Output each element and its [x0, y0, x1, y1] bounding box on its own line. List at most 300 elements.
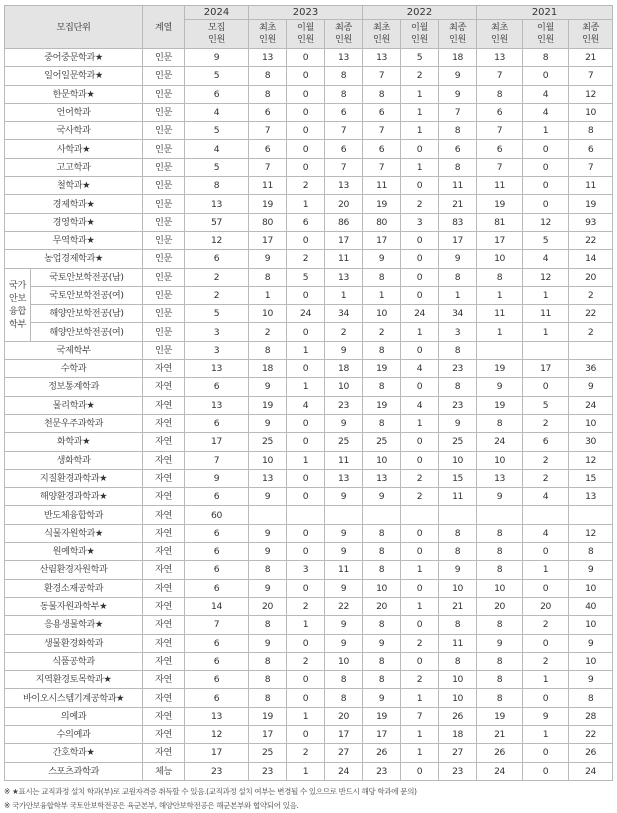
value-cell: 9 [325, 634, 363, 652]
subheader-carryover: 이월 인원 [401, 20, 439, 49]
value-cell: 10 [477, 451, 523, 469]
value-cell: 8 [569, 689, 613, 707]
value-cell: 10 [249, 305, 287, 323]
value-cell: 19 [363, 707, 401, 725]
value-cell: 23 [325, 396, 363, 414]
value-cell: 11 [439, 488, 477, 506]
subheader-initial: 최초 인원 [477, 20, 523, 49]
value-cell: 21 [477, 725, 523, 743]
value-cell: 0 [287, 122, 325, 140]
value-cell: 34 [439, 305, 477, 323]
track-cell: 인문 [143, 103, 185, 121]
value-cell: 57 [185, 213, 249, 231]
value-cell: 8 [439, 543, 477, 561]
track-cell: 자연 [143, 689, 185, 707]
value-cell: 14 [569, 250, 613, 268]
value-cell: 8 [249, 341, 287, 359]
header-year-2024: 2024 [185, 6, 249, 20]
value-cell: 1 [401, 689, 439, 707]
value-cell: 19 [477, 360, 523, 378]
track-cell: 인문 [143, 268, 185, 286]
value-cell: 6 [185, 250, 249, 268]
subheader-final: 최종 인원 [439, 20, 477, 49]
value-cell: 8 [363, 616, 401, 634]
value-cell [287, 506, 325, 524]
value-cell: 2 [185, 268, 249, 286]
track-cell: 자연 [143, 671, 185, 689]
value-cell: 9 [439, 414, 477, 432]
track-cell: 자연 [143, 451, 185, 469]
track-cell: 인문 [143, 231, 185, 249]
value-cell: 9 [325, 616, 363, 634]
value-cell: 13 [249, 469, 287, 487]
table-row [5, 67, 613, 85]
value-cell: 0 [523, 744, 569, 762]
value-cell: 1 [401, 561, 439, 579]
value-cell: 1 [363, 286, 401, 304]
value-cell: 8 [325, 689, 363, 707]
value-cell: 24 [569, 396, 613, 414]
value-cell: 1 [401, 122, 439, 140]
value-cell: 7 [569, 158, 613, 176]
value-cell: 11 [477, 177, 523, 195]
table-row [5, 396, 613, 414]
value-cell: 80 [363, 213, 401, 231]
unit-name: 국사학과 [5, 122, 143, 140]
subheader-carryover: 이월 인원 [523, 20, 569, 49]
value-cell: 5 [287, 268, 325, 286]
value-cell: 8 [477, 689, 523, 707]
value-cell: 0 [287, 286, 325, 304]
value-cell: 10 [569, 579, 613, 597]
value-cell: 7 [185, 451, 249, 469]
value-cell: 13 [185, 707, 249, 725]
value-cell: 19 [249, 195, 287, 213]
value-cell: 9 [569, 634, 613, 652]
value-cell: 6 [363, 103, 401, 121]
value-cell: 13 [185, 195, 249, 213]
value-cell: 13 [325, 469, 363, 487]
value-cell [523, 341, 569, 359]
value-cell: 4 [523, 250, 569, 268]
value-cell: 0 [287, 85, 325, 103]
value-cell: 1 [325, 286, 363, 304]
value-cell: 24 [325, 762, 363, 780]
value-cell: 10 [477, 579, 523, 597]
value-cell: 12 [185, 231, 249, 249]
track-cell: 자연 [143, 597, 185, 615]
value-cell: 8 [249, 268, 287, 286]
value-cell: 7 [439, 103, 477, 121]
value-cell: 19 [569, 195, 613, 213]
value-cell: 12 [523, 213, 569, 231]
unit-name: 해양안보학전공(여) [31, 323, 143, 341]
value-cell: 6 [185, 634, 249, 652]
value-cell: 26 [569, 744, 613, 762]
value-cell: 1 [249, 286, 287, 304]
value-cell: 20 [477, 597, 523, 615]
value-cell: 8 [439, 268, 477, 286]
value-cell: 6 [185, 524, 249, 542]
value-cell: 0 [523, 543, 569, 561]
table-row [5, 213, 613, 231]
value-cell: 6 [185, 85, 249, 103]
value-cell: 5 [185, 122, 249, 140]
value-cell: 22 [569, 305, 613, 323]
value-cell: 8 [249, 85, 287, 103]
value-cell: 0 [287, 689, 325, 707]
footnote-teaching: ※ ★표시는 교직과정 설치 학과(부)로 교원자격증 취득할 수 있음.(교직과정 설치 여부는 변경될 수 있으므로 반드시 해당 학과에 문의) [4, 786, 417, 796]
track-cell: 체능 [143, 762, 185, 780]
value-cell: 9 [249, 579, 287, 597]
table-row [5, 85, 613, 103]
track-cell: 자연 [143, 707, 185, 725]
value-cell: 1 [401, 414, 439, 432]
value-cell: 0 [287, 524, 325, 542]
value-cell: 8 [249, 616, 287, 634]
value-cell: 10 [569, 103, 613, 121]
value-cell: 6 [287, 213, 325, 231]
value-cell: 2 [523, 652, 569, 670]
value-cell: 28 [569, 707, 613, 725]
value-cell: 6 [185, 652, 249, 670]
value-cell: 9 [569, 378, 613, 396]
value-cell: 1 [523, 671, 569, 689]
value-cell: 0 [287, 634, 325, 652]
header-unit: 모집단위 [5, 6, 143, 49]
admissions-table-page [4, 5, 612, 813]
unit-name: 동물자원과학부★ [5, 597, 143, 615]
value-cell: 9 [185, 469, 249, 487]
table-row [5, 305, 613, 323]
value-cell: 18 [439, 725, 477, 743]
unit-name: 경영학과★ [5, 213, 143, 231]
table-row [5, 323, 613, 341]
value-cell: 8 [439, 652, 477, 670]
value-cell: 26 [477, 744, 523, 762]
value-cell [569, 341, 613, 359]
unit-name: 식물자원학과★ [5, 524, 143, 542]
value-cell: 0 [287, 433, 325, 451]
value-cell: 8 [363, 524, 401, 542]
table-row [5, 671, 613, 689]
track-cell: 자연 [143, 469, 185, 487]
value-cell: 13 [477, 469, 523, 487]
value-cell: 0 [401, 451, 439, 469]
value-cell: 8 [325, 671, 363, 689]
value-cell: 0 [523, 195, 569, 213]
track-cell: 인문 [143, 67, 185, 85]
value-cell: 11 [477, 305, 523, 323]
value-cell [363, 506, 401, 524]
value-cell: 10 [363, 451, 401, 469]
value-cell: 0 [287, 360, 325, 378]
value-cell: 17 [185, 744, 249, 762]
value-cell: 81 [477, 213, 523, 231]
value-cell [401, 506, 439, 524]
value-cell: 6 [569, 140, 613, 158]
table-row [5, 103, 613, 121]
value-cell: 20 [325, 707, 363, 725]
value-cell: 8 [439, 158, 477, 176]
value-cell: 19 [477, 396, 523, 414]
table-row [5, 195, 613, 213]
value-cell: 0 [401, 140, 439, 158]
value-cell: 13 [185, 396, 249, 414]
value-cell: 9 [249, 524, 287, 542]
table-row [5, 177, 613, 195]
value-cell: 23 [439, 360, 477, 378]
value-cell: 8 [363, 85, 401, 103]
value-cell: 9 [325, 579, 363, 597]
value-cell: 4 [401, 360, 439, 378]
unit-name: 경제학과★ [5, 195, 143, 213]
value-cell: 9 [363, 488, 401, 506]
value-cell: 7 [477, 122, 523, 140]
value-cell: 2 [401, 469, 439, 487]
unit-name: 반도체융합학과 [5, 506, 143, 524]
unit-name: 언어학과 [5, 103, 143, 121]
value-cell: 20 [569, 268, 613, 286]
footnote-security: ※ 국가안보융합학부 국토안보학전공은 육군본부, 해양안보학전공은 해군본부와 협약되어 있음. [4, 800, 299, 810]
track-cell: 자연 [143, 396, 185, 414]
value-cell: 0 [401, 177, 439, 195]
value-cell: 6 [185, 378, 249, 396]
value-cell: 17 [439, 231, 477, 249]
value-cell: 9 [439, 85, 477, 103]
value-cell: 12 [569, 85, 613, 103]
value-cell: 11 [325, 250, 363, 268]
table-row [5, 140, 613, 158]
value-cell: 8 [523, 49, 569, 67]
value-cell: 8 [249, 671, 287, 689]
value-cell: 8 [363, 543, 401, 561]
value-cell: 24 [569, 762, 613, 780]
value-cell: 11 [363, 177, 401, 195]
track-cell: 인문 [143, 323, 185, 341]
track-cell: 자연 [143, 506, 185, 524]
table-row [5, 231, 613, 249]
value-cell: 0 [401, 250, 439, 268]
value-cell: 10 [477, 250, 523, 268]
value-cell: 2 [401, 195, 439, 213]
value-cell: 11 [569, 177, 613, 195]
unit-name: 간호학과★ [5, 744, 143, 762]
value-cell: 7 [363, 67, 401, 85]
unit-name: 생화학과 [5, 451, 143, 469]
value-cell: 13 [363, 469, 401, 487]
value-cell: 17 [249, 231, 287, 249]
value-cell: 9 [325, 543, 363, 561]
value-cell: 1 [523, 286, 569, 304]
value-cell: 7 [569, 67, 613, 85]
unit-name: 해양환경과학과★ [5, 488, 143, 506]
value-cell: 0 [401, 433, 439, 451]
unit-name: 수학과 [5, 360, 143, 378]
value-cell: 8 [569, 122, 613, 140]
table-row [5, 158, 613, 176]
value-cell: 13 [185, 360, 249, 378]
value-cell: 0 [401, 579, 439, 597]
value-cell: 9 [439, 561, 477, 579]
value-cell: 0 [401, 286, 439, 304]
track-cell: 인문 [143, 305, 185, 323]
value-cell: 1 [401, 323, 439, 341]
value-cell: 12 [185, 725, 249, 743]
track-cell: 자연 [143, 360, 185, 378]
value-cell: 8 [363, 561, 401, 579]
value-cell: 10 [439, 579, 477, 597]
value-cell: 6 [185, 579, 249, 597]
value-cell: 13 [477, 49, 523, 67]
value-cell: 17 [363, 231, 401, 249]
value-cell: 18 [439, 49, 477, 67]
track-cell: 자연 [143, 524, 185, 542]
value-cell: 5 [185, 158, 249, 176]
value-cell: 8 [363, 378, 401, 396]
unit-name: 지질환경과학과★ [5, 469, 143, 487]
value-cell: 17 [363, 725, 401, 743]
value-cell: 6 [185, 689, 249, 707]
table-row [5, 506, 613, 524]
value-cell: 9 [249, 414, 287, 432]
subheader-final: 최종 인원 [569, 20, 613, 49]
value-cell: 6 [325, 140, 363, 158]
value-cell: 10 [249, 451, 287, 469]
value-cell: 7 [363, 158, 401, 176]
value-cell: 1 [401, 103, 439, 121]
table-row [5, 122, 613, 140]
unit-name: 국토안보학전공(여) [31, 286, 143, 304]
unit-name: 해양안보학전공(남) [31, 305, 143, 323]
table-row [5, 378, 613, 396]
track-cell: 자연 [143, 725, 185, 743]
value-cell: 1 [287, 762, 325, 780]
track-cell: 인문 [143, 85, 185, 103]
value-cell: 8 [363, 652, 401, 670]
value-cell: 0 [287, 158, 325, 176]
value-cell: 0 [401, 524, 439, 542]
value-cell: 4 [523, 103, 569, 121]
value-cell: 9 [477, 378, 523, 396]
track-cell: 자연 [143, 561, 185, 579]
value-cell: 2 [287, 652, 325, 670]
header-year-2021: 2021 [477, 6, 613, 20]
unit-name: 철학과★ [5, 177, 143, 195]
value-cell: 17 [249, 725, 287, 743]
value-cell: 8 [249, 652, 287, 670]
value-cell: 23 [363, 762, 401, 780]
value-cell: 0 [287, 671, 325, 689]
value-cell: 3 [185, 323, 249, 341]
table-row [5, 360, 613, 378]
value-cell: 22 [569, 231, 613, 249]
value-cell: 2 [523, 414, 569, 432]
unit-name: 농업경제학과★ [5, 250, 143, 268]
track-cell: 인문 [143, 122, 185, 140]
value-cell: 8 [249, 67, 287, 85]
value-cell: 0 [523, 689, 569, 707]
value-cell: 19 [363, 360, 401, 378]
value-cell: 1 [287, 341, 325, 359]
value-cell: 2 [569, 323, 613, 341]
value-cell [439, 506, 477, 524]
value-cell: 0 [287, 488, 325, 506]
value-cell: 2 [287, 597, 325, 615]
value-cell: 6 [363, 140, 401, 158]
value-cell: 10 [325, 378, 363, 396]
value-cell: 1 [523, 323, 569, 341]
table-row [5, 524, 613, 542]
value-cell: 12 [569, 451, 613, 469]
table-row [5, 469, 613, 487]
value-cell: 1 [401, 158, 439, 176]
unit-name: 물리학과★ [5, 396, 143, 414]
value-cell: 11 [523, 305, 569, 323]
table-row [5, 597, 613, 615]
value-cell: 10 [363, 579, 401, 597]
value-cell: 8 [363, 414, 401, 432]
unit-name: 스포츠과학과 [5, 762, 143, 780]
value-cell: 6 [325, 103, 363, 121]
value-cell: 11 [439, 177, 477, 195]
value-cell: 15 [439, 469, 477, 487]
value-cell: 11 [439, 634, 477, 652]
value-cell: 2 [185, 286, 249, 304]
unit-name: 국제학부 [5, 341, 143, 359]
track-cell: 자연 [143, 616, 185, 634]
value-cell: 8 [477, 561, 523, 579]
value-cell: 10 [569, 652, 613, 670]
value-cell: 18 [325, 360, 363, 378]
value-cell: 1 [287, 707, 325, 725]
value-cell: 0 [401, 231, 439, 249]
value-cell: 1 [477, 323, 523, 341]
value-cell: 9 [249, 488, 287, 506]
unit-name: 일어일문학과★ [5, 67, 143, 85]
track-cell: 자연 [143, 488, 185, 506]
value-cell: 0 [287, 725, 325, 743]
table-row [5, 341, 613, 359]
value-cell: 20 [249, 597, 287, 615]
unit-name: 사학과★ [5, 140, 143, 158]
value-cell: 4 [185, 140, 249, 158]
value-cell: 11 [325, 561, 363, 579]
value-cell: 7 [249, 158, 287, 176]
value-cell: 13 [363, 49, 401, 67]
track-cell: 인문 [143, 49, 185, 67]
value-cell: 0 [287, 414, 325, 432]
track-cell: 자연 [143, 579, 185, 597]
subheader-initial: 최초 인원 [249, 20, 287, 49]
value-cell: 10 [439, 451, 477, 469]
table-row [5, 451, 613, 469]
value-cell: 1 [401, 597, 439, 615]
value-cell: 1 [439, 286, 477, 304]
value-cell: 2 [287, 744, 325, 762]
value-cell: 24 [477, 433, 523, 451]
table-row [5, 543, 613, 561]
value-cell: 8 [439, 616, 477, 634]
value-cell: 8 [325, 67, 363, 85]
value-cell: 23 [439, 396, 477, 414]
unit-name: 중어중문학과★ [5, 49, 143, 67]
value-cell: 0 [287, 103, 325, 121]
value-cell: 1 [523, 561, 569, 579]
value-cell: 19 [249, 707, 287, 725]
value-cell: 7 [477, 67, 523, 85]
value-cell: 6 [185, 414, 249, 432]
